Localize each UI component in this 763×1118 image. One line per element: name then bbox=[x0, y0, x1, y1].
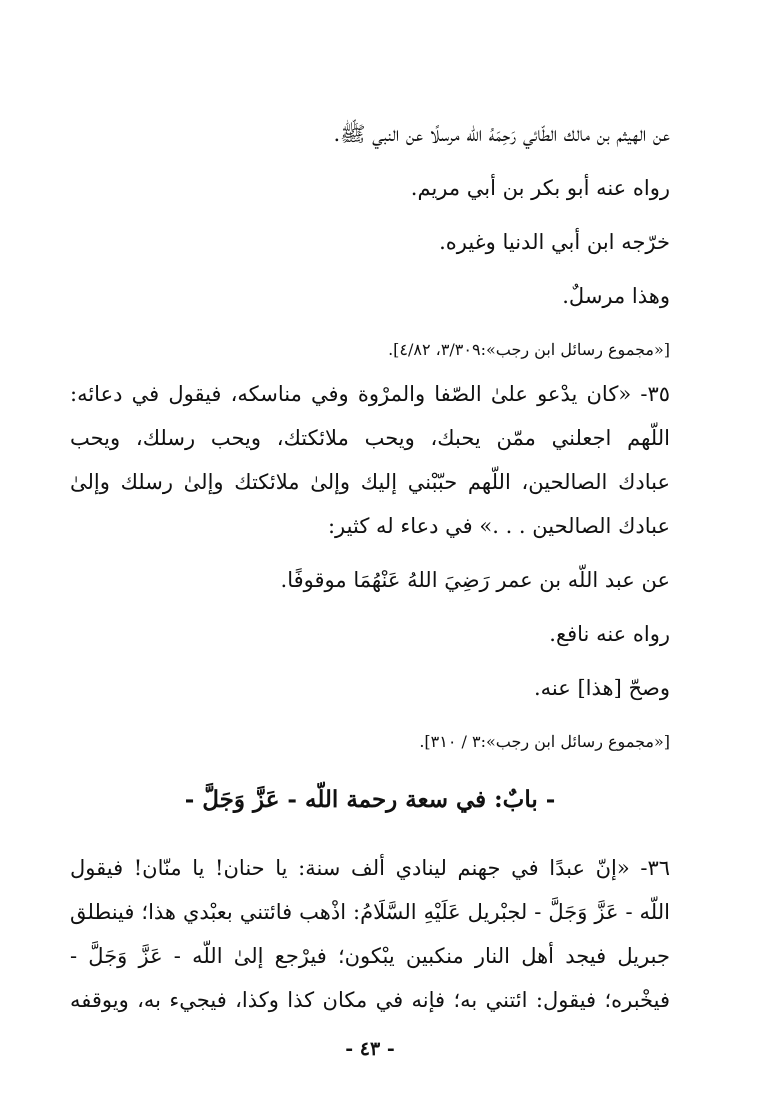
reference-line-2: [«مجموع رسائل ابن رجب»:٣ / ٣١٠]. bbox=[419, 732, 670, 751]
text-line-3: خرّجه ابن أبي الدنيا وغيره. bbox=[439, 230, 670, 254]
page-number: - ٤٣ - bbox=[345, 1038, 395, 1060]
hadith-36-line-4: فيخْبره؛ فيقول: ائتني به؛ فإنه في مكان كذا وكذا، فيجيء به، ويوقفه bbox=[70, 988, 670, 1012]
chapter-heading: - بابٌ: في سعة رحمة اللّه - عَزَّ وَجَلَّ - bbox=[184, 786, 556, 813]
reference-line-1: [«مجموع رسائل ابن رجب»:٣/٣٠٩، ٤/٨٢]. bbox=[388, 340, 670, 359]
hadith-35-line-2: اللّهم اجعلني ممّن يحبك، ويحب ملائكتك، ويحب رسلك، ويحب bbox=[70, 426, 670, 450]
text-line-1: عن الهيثم بن مالك الطّائي رَحِمَهُ الله مرسلًا عن النبي ﷺ. bbox=[333, 122, 670, 146]
hadith-35-line-4: عبادك الصالحين . . .» في دعاء له كثير: bbox=[327, 514, 670, 538]
hadith-36-line-1: ٣٦- «إنّ عبدًا في جهنم لينادي ألف سنة: يا حنان! يا منّان! فيقول bbox=[70, 856, 670, 880]
text-line-6: رواه عنه نافع. bbox=[549, 622, 670, 646]
hadith-36-line-3: جبريل فيجد أهل النار منكبين يبْكون؛ فيرْجع إلىٰ اللّه - عَزَّ وَجَلَّ - bbox=[70, 944, 670, 968]
page-text-block bbox=[70, 100, 670, 1080]
text-line-4: وهذا مرسلٌ. bbox=[562, 284, 670, 308]
hadith-36-line-2: اللّه - عَزَّ وَجَلَّ - لجبْريل عَلَيْهِ السَّلَامُ: اذْهب فائتني بعبْدي هذا؛ فينطلق bbox=[70, 900, 670, 924]
hadith-35-line-1: ٣٥- «كان يدْعو علىٰ الصّفا والمرْوة وفي مناسكه، فيقول في دعائه: bbox=[70, 382, 670, 406]
text-line-7: وصحّ [هذا] عنه. bbox=[534, 676, 670, 700]
hadith-35-line-3: عبادك الصالحين، اللّهم حبّبْني إليك وإلىٰ ملائكتك وإلىٰ رسلك وإلىٰ bbox=[70, 470, 670, 494]
text-line-5: عن عبد اللّه بن عمر رَضِيَ اللهُ عَنْهُمَا موقوفًا. bbox=[280, 568, 670, 592]
text-line-2: رواه عنه أبو بكر بن أبي مريم. bbox=[410, 176, 670, 200]
